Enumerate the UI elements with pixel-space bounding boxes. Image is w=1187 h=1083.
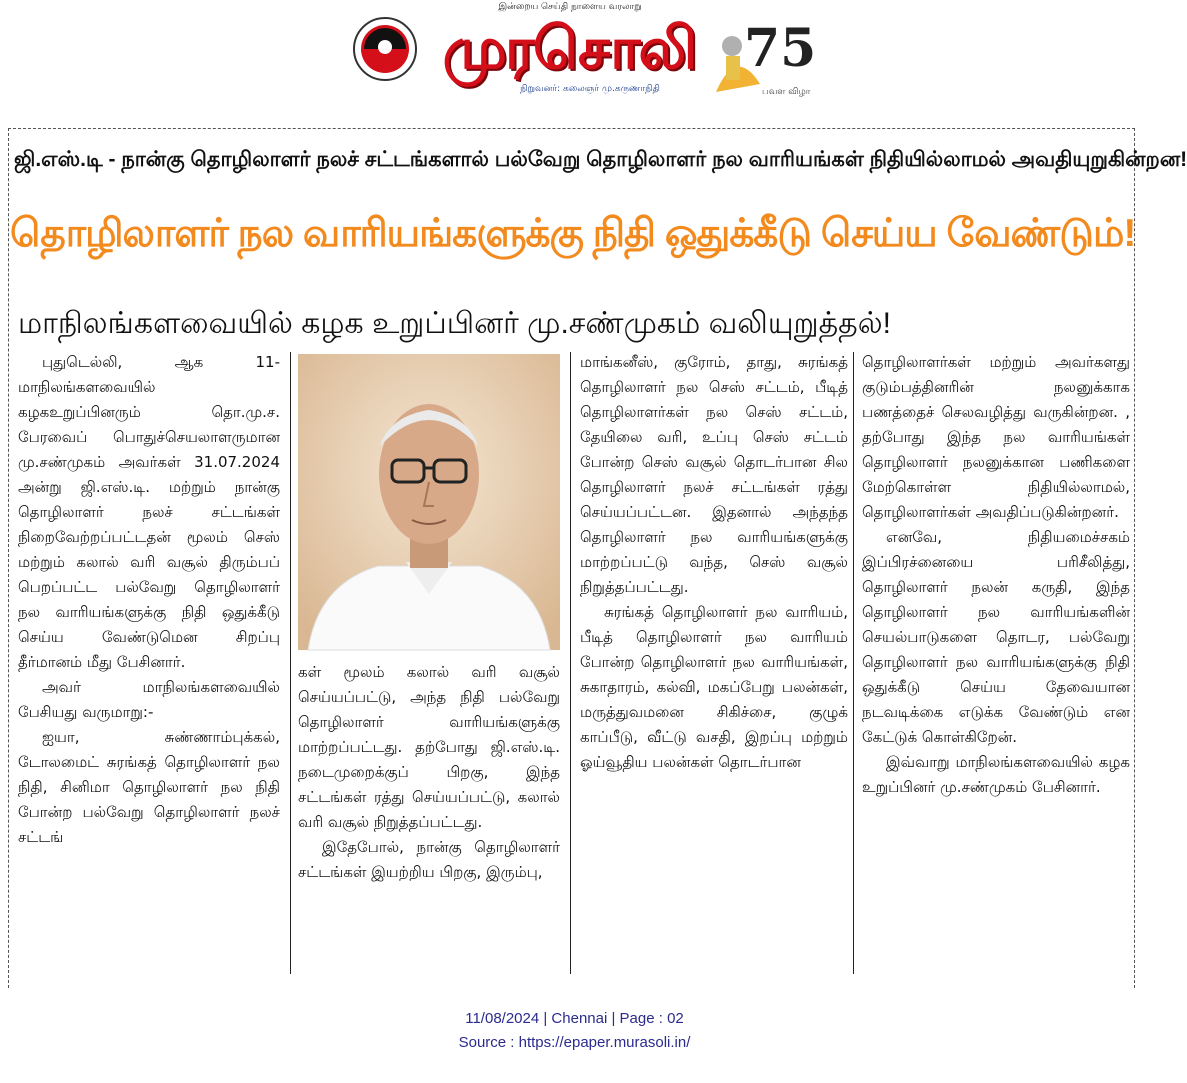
publication-dateline: 11/08/2024 | Chennai | Page : 02 [465,1010,684,1027]
column-rule [290,352,291,974]
paragraph: மாங்கனீஸ், குரோம், தாது, சுரங்கத் தொழிலாளர் நல செஸ் சட்டம், பீடித் தொழிலாளர்கள் நல செஸ் சட்டம், தேயிலை வரி, உப்பு செஸ் சட்டம் போன்ற செஸ் வசூல் தொடர்பான சில தொழிலாளர் நலச் சட்டங்கள் ரத்து செய்யப்பட்டன. இதனால் அந்தந்த தொழிலாளர் நல வாரியங்களுக்கு மாற்றப்பட்டு வந்த, செஸ் வசூல் நிறுத்தப்பட்டது. [580,353,848,596]
paragraph: ஐயா, சுண்ணாம்புக்கல், டோலமைட் சுரங்கத் தொழிலாளர் நல நிதி, சினிமா தொழிலாளர் நல நிதி போன்ற பல்வேறு தொழிலாளர் நலச் சட்டங் [18,728,280,846]
paragraph: புதுடெல்லி, ஆக 11- மாநிலங்களவையில் கழகஉறுப்பினரும் தொ.மு.ச. பேரவைப் பொதுச்செயலாளருமான மு.சண்முகம் அவர்கள் 31.07.2024 அன்று ஜி.எஸ்.டி. மற்றும் நான்கு தொழிலாளர் நலச் சட்டங்கள் நிறைவேற்றப்பட்டதன் மூலம் செஸ் மற்றும் கலால் வரி வசூல் திரும்பப் பெறப்பட்ட பல்வேறு தொழிலாளர் நல வாரியங்களுக்கு நிதி ஒதுக்கீடு செய்ய வேண்டுமென சிறப்பு தீர்மானம் மீது பேசினார். [18,353,280,671]
paragraph: கள் மூலம் கலால் வரி வசூல் செய்யப்பட்டு, அந்த நிதி பல்வேறு தொழிலாளர் வாரியங்களுக்கு மாற்றப்பட்டது. தற்போது ஜி.எஸ்.டி. நடைமுறைக்குப் பிறகு, இந்த சட்டங்கள் ரத்து செய்யப்பட்டு, கலால் வரி வசூல் நிறுத்தப்பட்டது. [298,663,560,831]
paragraph: சுரங்கத் தொழிலாளர் நல வாரியம், பீடித் தொழிலாளர் நல வாரியம் போன்ற தொழிலாளர் நல வாரியங்கள், சுகாதாரம், கல்வி, மகப்பேறு பலன்கள், மருத்துவமனை சிகிச்சை, குழுக் காப்பீடு, வீட்டு வசதி, இறப்பு மற்றும் ஓய்வூதிய பலன்கள் தொடர்பான [580,603,848,771]
frame-left-edge [8,128,9,988]
anniversary-badge [706,6,817,102]
subheadline: மாநிலங்களவையில் கழக உறுப்பினர் மு.சண்முகம் வலியுறுத்தல்! [18,307,891,340]
masthead [0,0,1149,120]
paragraph: எனவே, நிதியமைச்சகம் இப்பிரச்னையை பரிசீலித்து, தொழிலாளர் நலன் கருதி, இந்த தொழிலாளர் நல வாரியங்களின் செயல்பாடுகளை தொடர, பல்வேறு தொழிலாளர் நல வாரியங்களுக்கு நிதி ஒதுக்கீடு செய்ய தேவையான நடவடிக்கை எடுக்க வேண்டும் என கேட்டுக் கொள்கிறேன். [862,528,1130,746]
source-link[interactable]: Source : https://epaper.murasoli.in/ [458,1034,691,1051]
article-column-3 [580,350,848,980]
party-emblem-icon [350,14,420,84]
paragraph: இதேபோல், நான்கு தொழிலாளர் சட்டங்கள் இயற்றிய பிறகு, இரும்பு, [298,838,560,881]
paragraph: அவர் மாநிலங்களவையில் பேசியது வருமாறு:- [18,678,280,721]
article-column-1 [18,350,280,980]
newspaper-logo: முரசொலி [442,14,696,82]
masthead-tagline: இன்றைய செய்தி நாளைய வரலாறு [498,2,642,12]
column-rule [853,352,854,974]
article-column-4 [862,350,1130,980]
main-headline: தொழிலாளர் நல வாரியங்களுக்கு நிதி ஒதுக்கீடு செய்ய வேண்டும்! [10,212,1136,255]
article-column-2 [298,660,560,980]
paragraph: இவ்வாறு மாநிலங்களவையில் கழக உறுப்பினர் மு.சண்முகம் பேசினார். [862,753,1130,796]
anniversary-number: 75 [744,18,817,79]
frame-right-edge [1134,128,1135,988]
paragraph: தொழிலாளர்கள் மற்றும் அவர்களது குடும்பத்தினரின் நலனுக்காக பணத்தைச் செலவழித்து வருகின்றன. , தற்போது இந்த நல வாரியங்கள் தொழிலாளர் நலனுக்கான பணிகளை மேற்கொள்ள நிதியில்லாமல், தொழிலாளர்கள் அவதிப்படுகின்றனர். [862,353,1130,521]
kicker-headline: ஜி.எஸ்.டி - நான்கு தொழிலாளர் நலச் சட்டங்களால் பல்வேறு தொழிலாளர் நல வாரியங்கள் நிதியில்லாமல் அவதியுறுகின்றன! [14,148,1187,171]
column-rule [570,352,571,974]
speaker-portrait-photo [298,354,560,650]
founder-line: நிறுவனர்: கலைஞர் மு.கருணாநிதி [520,84,660,94]
anniversary-caption: பவள விழா [762,87,811,97]
